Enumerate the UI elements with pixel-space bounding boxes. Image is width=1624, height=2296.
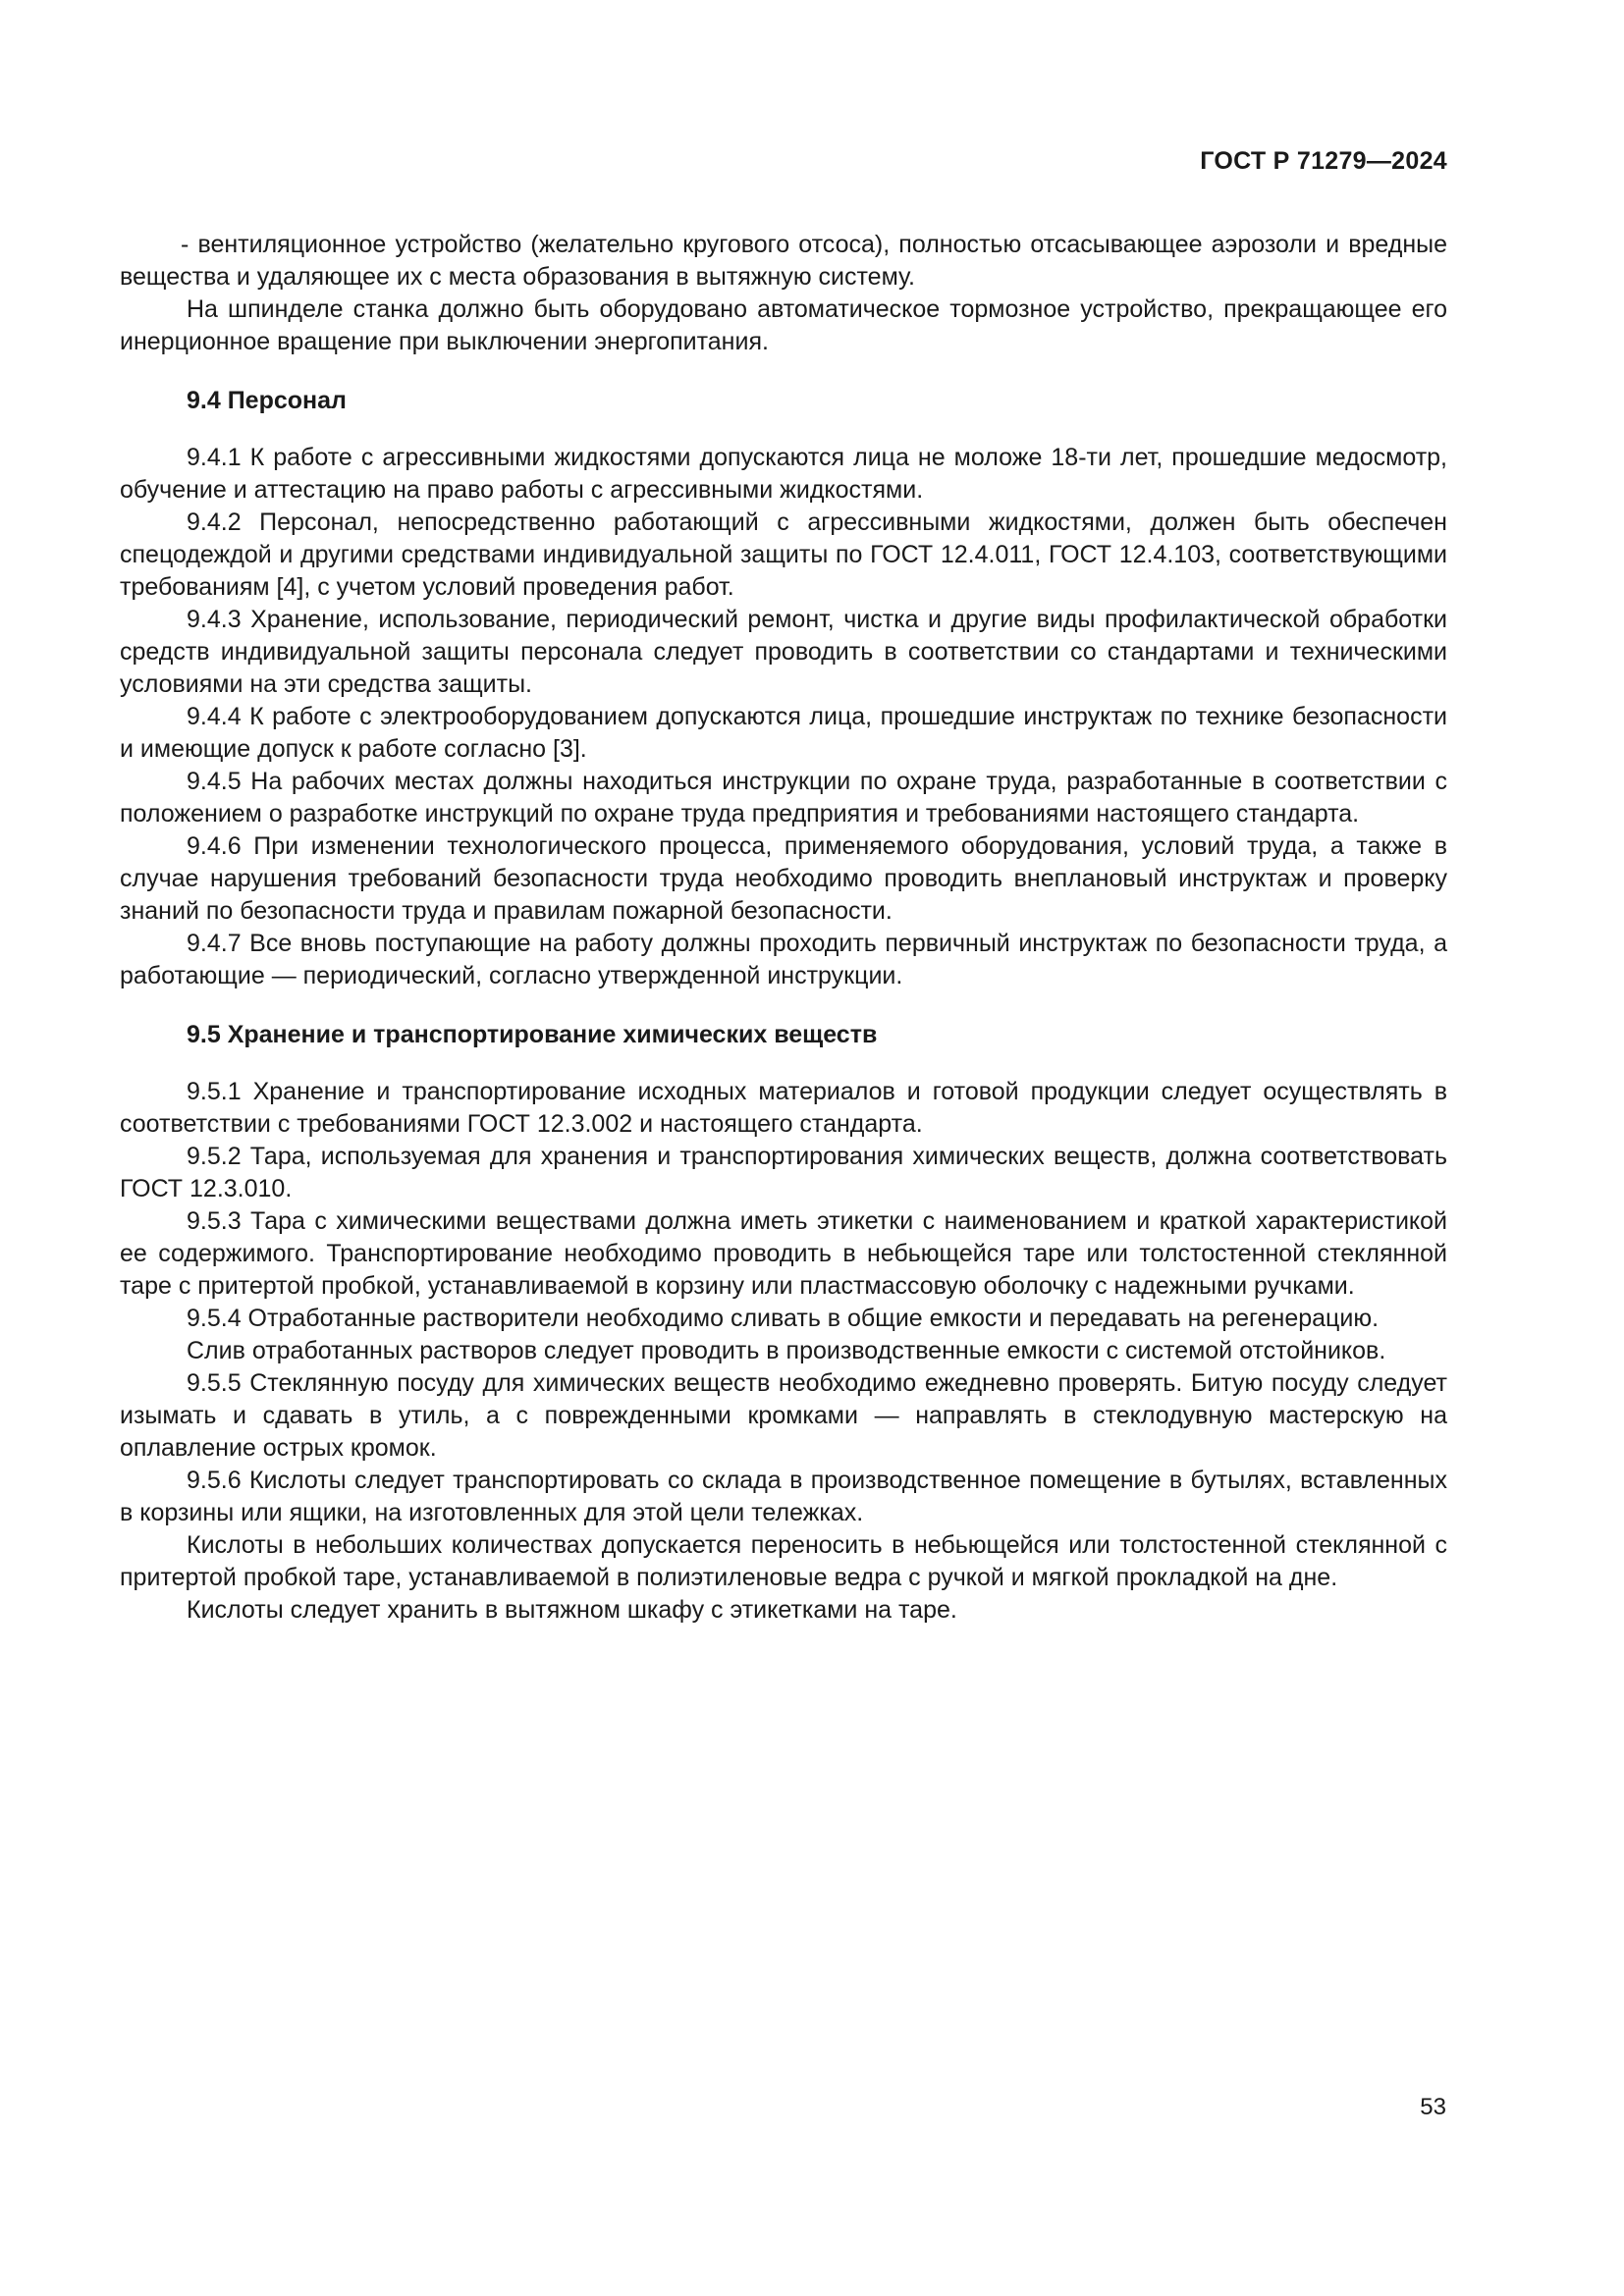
paragraph-9-4-2: 9.4.2 Персонал, непосредственно работающий с агрессивными жидкостями, должен быть обеспечен спецодеждой и другими средствами индивидуальной защиты по ГОСТ 12.4.011, ГОСТ 12.4.103, соответствующими требованиям [4], с учетом условий проведения работ. bbox=[120, 508, 1447, 601]
paragraph-9-4-5: 9.4.5 На рабочих местах должны находиться инструкции по охране труда, разработанные в соответствии с положением о разработке инструкций по охране труда предприятия и требованиями настоящего стандарта. bbox=[120, 768, 1447, 828]
paragraph-intro-1: - вентиляционное устройство (желательно кругового отсоса), полностью отсасывающее аэрозоли и вредные вещества и удаляющее их с места образования в вытяжную систему. bbox=[120, 231, 1447, 291]
paragraph-9-5-6-continued-2: Кислоты следует хранить в вытяжном шкафу с этикетками на таре. bbox=[187, 1596, 957, 1624]
paragraph-9-5-2: 9.5.2 Тара, используемая для хранения и транспортирования химических веществ, должна соответствовать ГОСТ 12.3.010. bbox=[120, 1143, 1447, 1202]
paragraph-9-4-7: 9.4.7 Все вновь поступающие на работу должны проходить первичный инструктаж по безопасности труда, а работающие — периодический, согласно утвержденной инструкции. bbox=[120, 930, 1447, 989]
paragraph-9-5-3: 9.5.3 Тара с химическими веществами должна иметь этикетки с наименованием и краткой характеристикой ее содержимого. Транспортирование необходимо проводить в небьющейся таре или толстостенной стеклянной таре с притертой пробкой, устанавливаемой в корзину или пластмассовую оболочку с надежными ручками. bbox=[120, 1207, 1447, 1300]
paragraph-9-5-4-continued: Слив отработанных растворов следует проводить в производственные емкости с системой отстойников. bbox=[187, 1337, 1386, 1364]
paragraph-9-4-6: 9.4.6 При изменении технологического процесса, применяемого оборудования, условий труда, а также в случае нарушения требований безопасности труда необходимо проводить внеплановый инструктаж и проверку знаний по безопасности труда и правилам пожарной безопасности. bbox=[120, 832, 1447, 925]
paragraph-9-5-5: 9.5.5 Стеклянную посуду для химических веществ необходимо ежедневно проверять. Битую посуду следует изымать и сдавать в утиль, а с поврежденными кромками — направлять в стеклодувную мастерскую на оплавление острых кромок. bbox=[120, 1369, 1447, 1462]
document-body bbox=[120, 229, 1447, 1627]
standard-designation: ГОСТ Р 71279—2024 bbox=[1200, 147, 1447, 175]
paragraph-9-5-1: 9.5.1 Хранение и транспортирование исходных материалов и готовой продукции следует осуществлять в соответствии с требованиями ГОСТ 12.3.002 и настоящего стандарта. bbox=[120, 1078, 1447, 1138]
paragraph-9-4-3: 9.4.3 Хранение, использование, периодический ремонт, чистка и другие виды профилактической обработки средств индивидуальной защиты персонала следует проводить в соответствии со стандартами и техническими условиями на эти средства защиты. bbox=[120, 606, 1447, 698]
paragraph-9-5-6: 9.5.6 Кислоты следует транспортировать со склада в производственное помещение в бутылях, вставленных в корзины или ящики, на изготовленных для этой цели тележках. bbox=[120, 1467, 1447, 1526]
section-heading-9-5: 9.5 Хранение и транспортирование химических веществ bbox=[187, 1021, 878, 1048]
section-heading-9-4: 9.4 Персонал bbox=[187, 387, 347, 414]
paragraph-9-5-6-continued-1: Кислоты в небольших количествах допускается переносить в небьющейся или толстостенной стеклянной с притертой пробкой таре, устанавливаемой в полиэтиленовые ведра с ручкой и мягкой прокладкой на дне. bbox=[120, 1531, 1447, 1591]
paragraph-9-5-4: 9.5.4 Отработанные растворители необходимо сливать в общие емкости и передавать на регенерацию. bbox=[187, 1305, 1380, 1332]
paragraph-intro-2: На шпинделе станка должно быть оборудовано автоматическое тормозное устройство, прекращающее его инерционное вращение при выключении энергопитания. bbox=[120, 295, 1447, 355]
page-number: 53 bbox=[1420, 2094, 1446, 2120]
paragraph-9-4-1: 9.4.1 К работе с агрессивными жидкостями допускаются лица не моложе 18-ти лет, прошедшие медосмотр, обучение и аттестацию на право работы с агрессивными жидкостями. bbox=[120, 444, 1447, 504]
paragraph-9-4-4: 9.4.4 К работе с электрооборудованием допускаются лица, прошедшие инструктаж по технике безопасности и имеющие допуск к работе согласно [3]. bbox=[120, 703, 1447, 763]
